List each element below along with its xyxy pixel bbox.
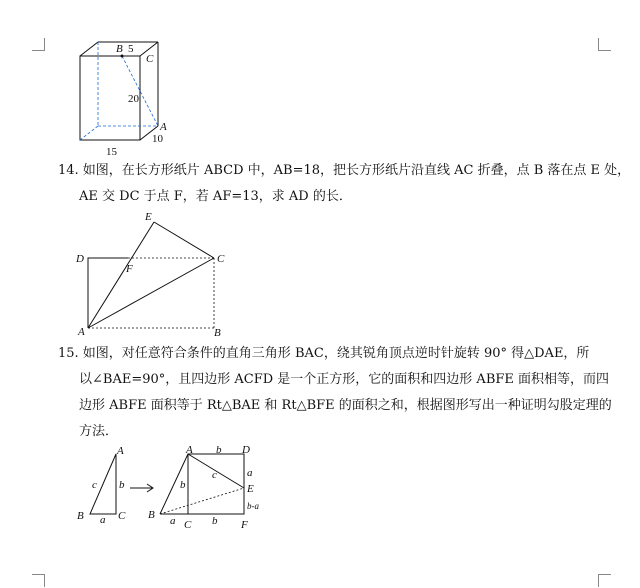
label-C: C [184,519,192,531]
label-20: 20 [128,93,139,105]
label-D: D [242,444,250,456]
label-F: F [126,263,133,275]
label-b: b [119,479,125,491]
label-a-right: a [247,467,253,479]
label-c: c [92,479,97,491]
label-b-top: b [216,444,222,456]
label-b-minus-a: b-a [247,501,259,511]
label-A: A [117,445,124,457]
label-c: c [212,469,217,481]
label-A: A [186,444,193,456]
label-A: A [78,326,85,338]
label-B: B [214,327,221,339]
q15-text-line3: 边形 ABFE 面积等于 Rt△BAE 和 Rt△BFE 的面积之和，根据图形写出一种证明勾股定理的 [79,398,612,413]
q14-text-line2: AE 交 DC 于点 F，若 AF=13，求 AD 的长． [79,189,352,204]
label-b-bottom: b [212,515,218,527]
q14-text-line1: 14. 如图，在长方形纸片 ABCD 中，AB=18，把长方形纸片沿直线 AC 折叠，点 B 落在点 E 处， [58,163,631,178]
crop-mark-top-left [32,38,45,51]
label-10: 10 [152,133,163,145]
label-A: A [160,121,167,133]
fold-figure [74,210,234,340]
label-15: 15 [106,146,117,158]
cuboid-figure [70,36,180,160]
crop-mark-top-right [598,38,611,51]
crop-mark-bottom-right [598,574,611,587]
label-b-left: b [180,479,186,491]
square-figure [146,444,276,534]
label-B: B [148,509,155,521]
q15-text-line1: 15. 如图，对任意符合条件的直角三角形 BAC，绕其锐角顶点逆时针旋转 90° 得△DAE，所 [58,346,590,361]
label-a-bottom: a [170,515,176,527]
label-5: 5 [128,43,134,55]
q15-text-line4: 方法． [79,424,119,439]
label-a: a [100,514,106,526]
q15-text-line2: 以∠BAE=90°，且四边形 ACFD 是一个正方形，它的面积和四边形 ABFE 面积相等，而四 [79,372,610,387]
label-C: C [146,53,154,65]
crop-mark-bottom-left [32,574,45,587]
label-B: B [77,510,84,522]
label-E: E [247,483,254,495]
label-C: C [217,253,225,265]
label-D: D [76,253,84,265]
label-B: B [116,43,123,55]
label-E: E [145,211,152,223]
label-F: F [241,519,248,531]
label-C: C [118,510,126,522]
